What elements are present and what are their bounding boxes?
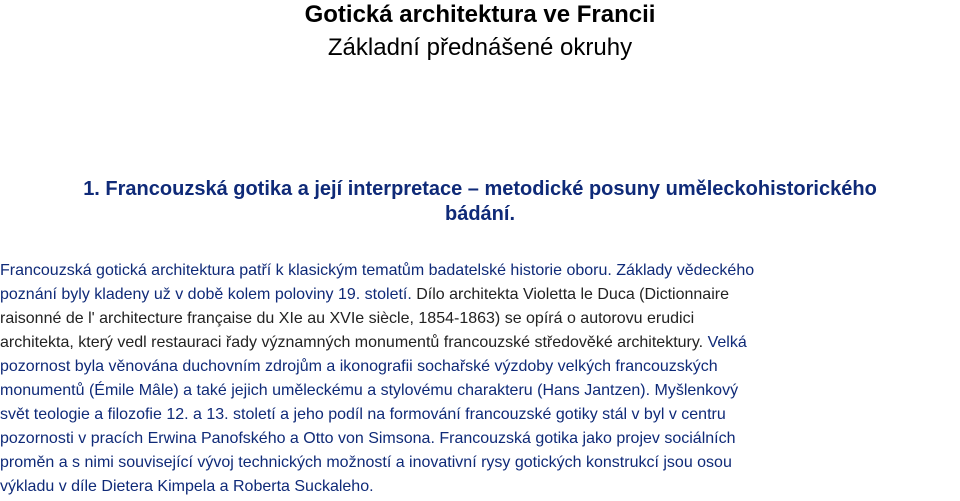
paragraph-line-3 <box>0 307 960 331</box>
page-title: Gotická architektura ve Francii <box>304 1 656 28</box>
paragraph-line-1 <box>0 259 960 283</box>
paragraph-line-8 <box>0 427 960 451</box>
title-block <box>0 0 960 62</box>
text-run: raisonné de l' architecture française du XIe au XVIe siècle, 1854-1863) se opírá o autorovu erudici <box>0 310 695 327</box>
paragraph-line-9 <box>0 451 960 475</box>
section-heading <box>0 177 960 227</box>
text-run: Velká <box>703 334 747 351</box>
text-run: monumentů (Émile Mâle) a také jejich uměleckému a stylovému charakteru (Hans Jantzen). Myšlenkový <box>0 382 739 399</box>
text-run: architekta, který vedl restauraci řady významných monumentů francouzské středověké architektury. <box>0 334 704 351</box>
paragraph-line-4 <box>0 331 960 355</box>
text-run: svět teologie a filozofie 12. a 13. století a jeho podíl na formování francouzské gotiky stál v byl v centru <box>0 406 726 423</box>
paragraph-line-7 <box>0 403 960 427</box>
text-run: Francouzská gotická architektura patří k klasickým tematům badatelské historie oboru. Základy vědeckého <box>0 262 755 279</box>
section-heading-line-1: 1. Francouzská gotika a její interpretace – metodické posuny uměleckohistorického <box>83 178 877 200</box>
paragraph-line-10 <box>0 475 960 499</box>
page-subtitle: Základní přednášené okruhy <box>327 34 633 61</box>
body-paragraph <box>0 259 960 499</box>
text-run: Dílo architekta Violetta le Duca (Dictionnaire <box>411 286 729 303</box>
text-run: pozornost byla věnována duchovním zdrojům a ikonografii sochařské výzdoby velkých francouzských <box>0 358 718 375</box>
section-heading-line-2: bádání. <box>444 203 515 225</box>
text-run: pozornosti v pracích Erwina Panofského a Otto von Simsona. Francouzská gotika jako projev sociálních <box>0 430 736 447</box>
text-run: poznání byly kladeny už v době kolem poloviny 19. století. <box>0 286 412 303</box>
paragraph-line-2 <box>0 283 960 307</box>
text-run: proměn a s nimi související vývoj technických možností a inovativní rysy gotických konstrukcí jsou osou <box>0 454 732 471</box>
paragraph-line-5 <box>0 355 960 379</box>
paragraph-line-6 <box>0 379 960 403</box>
text-run: výkladu v díle Dietera Kimpela a Roberta Suckaleho. <box>0 478 374 495</box>
